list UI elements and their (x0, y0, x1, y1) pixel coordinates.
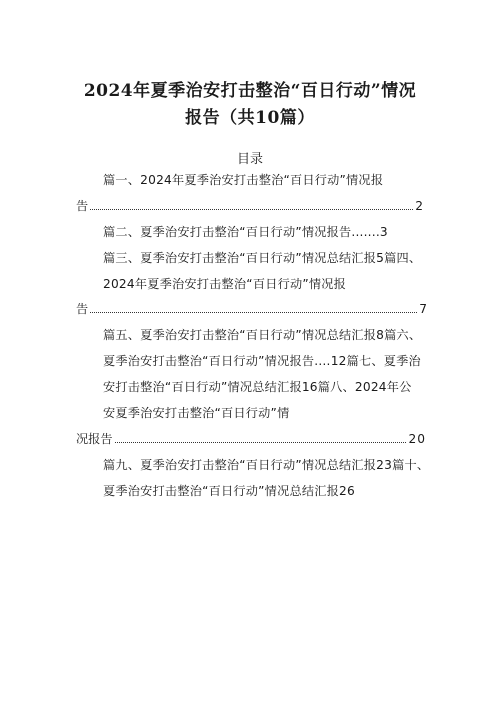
toc-page-number: 7 (419, 302, 428, 316)
toc-heading: 目录 (236, 152, 263, 167)
dot-leader (90, 311, 417, 313)
toc-leader-line (76, 301, 428, 317)
toc-leader-line (76, 198, 424, 214)
toc-line: 夏季治安打击整治“百日行动”情况报告.…12篇七、夏季治 (103, 354, 421, 368)
toc-leader-line (76, 431, 426, 447)
toc-line: 安夏季治安打击整治“百日行动”情 (103, 406, 290, 420)
toc-page-number: 2 (415, 199, 424, 213)
toc-line: 安打击整治“百日行动”情况总结汇报16篇八、2024年公 (103, 380, 412, 394)
toc-line: 篇九、夏季治安打击整治“百日行动”情况总结汇报23篇十、 (103, 458, 430, 472)
document-title-line-2: 报告（共10篇） (185, 108, 315, 128)
toc-line: 2024年夏季治安打击整治“百日行动”情况报 (103, 277, 347, 291)
toc-line: 篇二、夏季治安打击整治“百日行动”情况报告.......3 (103, 225, 388, 239)
toc-line: 况报告 (76, 432, 113, 446)
dot-leader (90, 208, 413, 210)
dot-leader (115, 441, 407, 443)
toc-line: 篇五、夏季治安打击整治“百日行动”情况总结汇报8篇六、 (103, 328, 422, 342)
toc-line: 夏季治安打击整治“百日行动”情况总结汇报26 (103, 484, 355, 498)
toc-page-number: 20 (408, 432, 426, 446)
document-title-line-1: 2024年夏季治安打击整治“百日行动”情况 (83, 81, 417, 101)
toc-line: 告 (76, 302, 89, 316)
toc-line: 篇一、2024年夏季治安打击整治“百日行动”情况报 (103, 173, 384, 187)
toc-line: 篇三、夏季治安打击整治“百日行动”情况总结汇报5篇四、 (103, 251, 422, 265)
toc-line: 告 (76, 199, 89, 213)
